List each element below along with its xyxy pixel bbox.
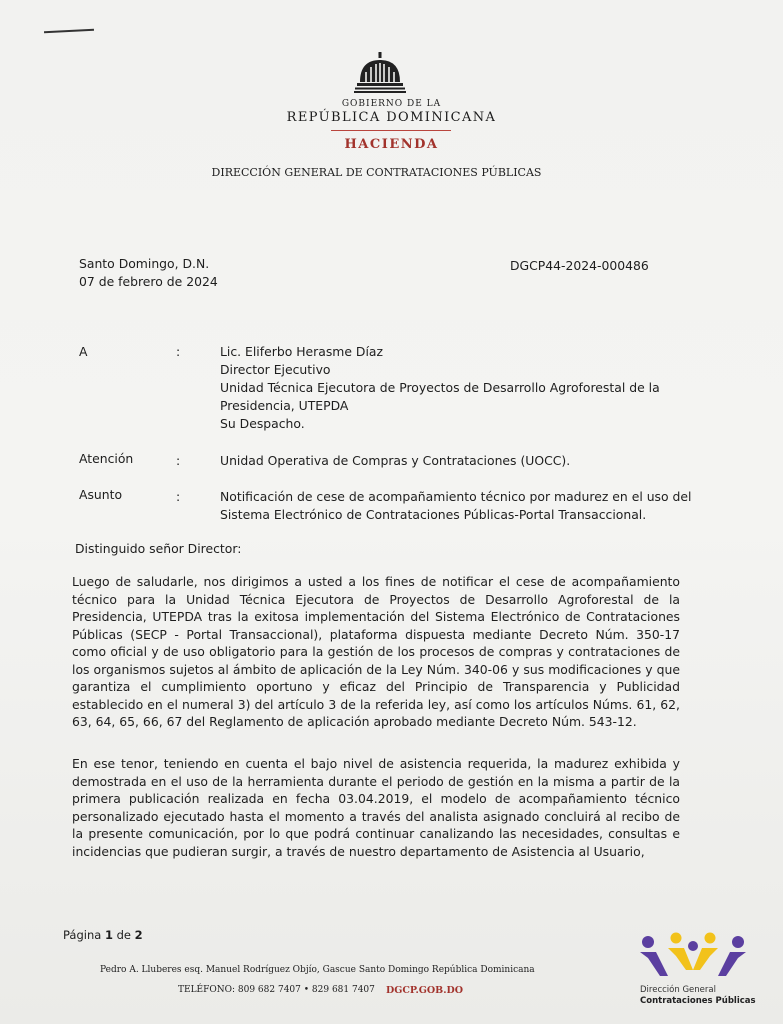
recipient-office: Su Despacho. — [220, 416, 305, 431]
direccion-heading: DIRECCIÓN GENERAL DE CONTRATACIONES PÚBLICAS — [211, 166, 542, 179]
body-paragraph-1: Luego de saludarle, nos dirigimos a usted a los fines de notificar el cese de acompañamiento técnico para la Unidad Técnica Ejecutora de Proyectos de Desarrollo Agroforestal de la Presidencia, UTEPDA tras la exitosa implementación del Sistema Electrónico de Contrataciones Públicas (SECP - Portal Transaccional), plataforma dispuesta mediante Decreto Núm. 350-17 como oficial y de uso obligatorio para la gestión de los procesos de compras y contrataciones de los organismos sujetos al ámbito de aplicación de la Ley Núm. 340-06 y sus modificaciones y que garantiza el cumplimiento oportuno y eficaz del Principio de Transparencia y Publicidad establecido en el numeral 3) del artículo 3 de la referida ley, así como los artículos Núms. 61, 62, 63, 64, 65, 66, 67 del Reglamento de aplicación aprobado mediante Decreto Núm. 543-12. — [72, 574, 680, 729]
republica-line: REPÚBLICA DOMINICANA — [286, 110, 497, 125]
footer-phone: TELÉFONO: 809 682 7407 • 829 681 7407 — [178, 985, 375, 995]
subject-line1: Notificación de cese de acompañamiento técnico por madurez en el uso del — [220, 489, 692, 504]
letter-city: Santo Domingo, D.N. — [79, 256, 210, 271]
recipient-unit-line1: Unidad Técnica Ejecutora de Proyectos de Desarrollo Agroforestal de la — [220, 380, 660, 395]
attention-label: Atención — [79, 451, 134, 466]
subject-line2: Sistema Electrónico de Contrataciones Públicas-Portal Transaccional. — [220, 507, 647, 522]
page-indicator — [63, 926, 143, 944]
recipient-title: Director Ejecutivo — [220, 362, 331, 377]
reference-number: DGCP44-2024-000486 — [510, 258, 649, 273]
logo-caption-line1: Dirección General — [640, 985, 716, 995]
to-label: A — [79, 344, 88, 359]
national-palace-dome-icon — [354, 52, 406, 98]
footer-address: Pedro A. Lluberes esq. Manuel Rodríguez Objío, Gascue Santo Domingo República Dominicana — [100, 965, 535, 975]
hacienda-heading: HACIENDA — [344, 137, 439, 152]
salutation: Distinguido señor Director: — [75, 541, 242, 556]
page-current: 1 — [104, 928, 113, 942]
attention-value: Unidad Operativa de Compras y Contrataciones (UOCC). — [220, 453, 571, 468]
page-of: de — [116, 928, 131, 942]
letter-date: 07 de febrero de 2024 — [79, 274, 218, 289]
gobierno-line: GOBIERNO DE LA — [341, 99, 442, 109]
footer-website: DGCP.GOB.DO — [386, 985, 464, 996]
recipient-unit-line2: Presidencia, UTEPDA — [220, 398, 349, 413]
recipient-name: Lic. Eliferbo Herasme Díaz — [220, 344, 384, 359]
page-prefix: Página — [63, 928, 102, 942]
pen-mark — [44, 29, 94, 34]
subject-colon: : — [176, 489, 181, 504]
to-colon: : — [176, 344, 181, 359]
body-paragraph-2: En ese tenor, teniendo en cuenta el bajo nivel de asistencia requerida, la madurez exhibida y demostrada en el uso de la herramienta durante el periodo de gestión en la misma a partir de la primera publicación realizada en fecha 03.04.2019, el modelo de acompañamiento técnico personalizado ejecutado hasta el momento a través del analista asignado concluirá al recibo de la presente comunicación, por lo que podrá continuar canalizando las necesidades, consultas e incidencias que pudieran surgir, a través de nuestro departamento de Asistencia al Usuario, — [72, 756, 680, 859]
page-total: 2 — [134, 928, 143, 942]
attention-colon: : — [176, 453, 181, 468]
logo-caption-line2: Contrataciones Públicas — [640, 996, 756, 1006]
dgcp-logo-icon — [638, 928, 748, 984]
subject-label: Asunto — [79, 487, 123, 502]
header-divider — [331, 130, 451, 131]
